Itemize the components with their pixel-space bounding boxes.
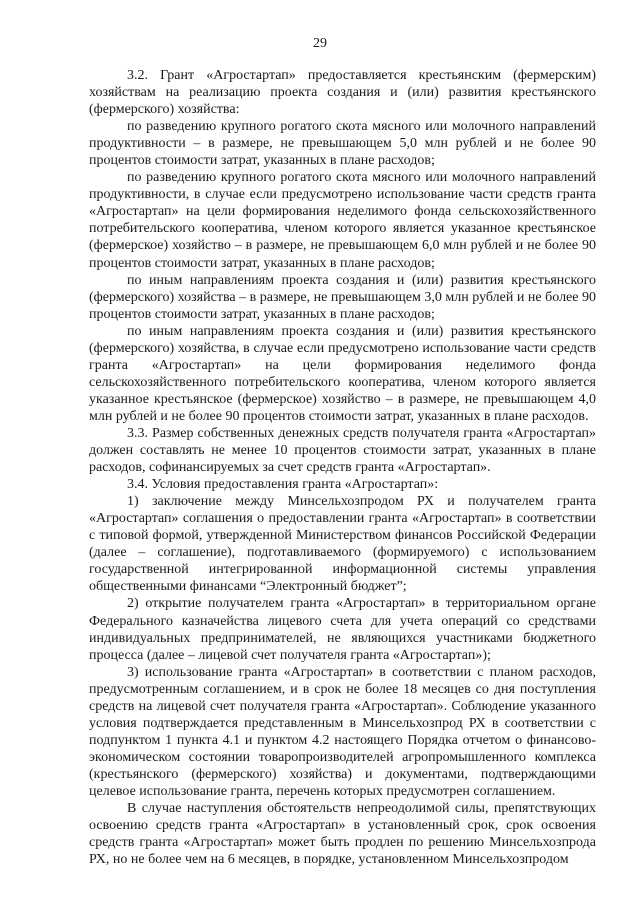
paragraph-cattle-6mln: по разведению крупного рогатого скота мясного или молочного направлений продуктивности, в случае если предусмотрено использование части средств гранта «Агростартап» на цели формирования неделимого фонда сельскохозяйственного потребительского кооператива, членом которого является указанное крестьянское (фермерское) хозяйство – в размере, не превышающем 6,0 млн рублей и не более 90 процентов стоимости затрат, указанных в плане расходов; <box>89 170 596 271</box>
paragraph-condition-1: 1) заключение между Минсельхозпродом РХ и получателем гранта «Агростартап» соглашения о предоставлении гранта «Агростартап» в соответствии с типовой формой, утвержденной Министерством финансов Российской Федерации (далее – соглашение), подготавливаемого (формируемого) с использованием государственной интегрированной информационной системы управления общественными финансами “Электронный бюджет”; <box>89 494 596 595</box>
paragraph-3-4: 3.4. Условия предоставления гранта «Агростартап»: <box>127 477 439 493</box>
paragraph-condition-2: 2) открытие получателем гранта «Агростартап» в территориальном органе Федерального казначейства лицевого счета для учета операций со средствами индивидуальных предпринимателей, не являющихся участниками бюджетного процесса (далее – лицевой счет получателя гранта «Агростартап»); <box>89 596 596 663</box>
paragraph-force-majeure: В случае наступления обстоятельств непреодолимой силы, препятствующих освоению средств гранта «Агростартап» в установленный срок, срок освоения средств гранта «Агростартап» может быть продлен по решению Минсельхозпрода РХ, но не более чем на 6 месяцев, в порядке, установленном Минсельхозпродом <box>89 801 596 868</box>
paragraph-other-3mln: по иным направлениям проекта создания и (или) развития крестьянского (фермерского) хозяйства – в размере, не превышающем 3,0 млн рублей и не более 90 процентов стоимости затрат, указанных в плане расходов; <box>89 272 596 322</box>
paragraph-cattle-5mln: по разведению крупного рогатого скота мясного или молочного направлений продуктивности – в размере, не превышающем 5,0 млн рублей и не более 90 процентов стоимости затрат, указанных в плане расходов; <box>89 119 596 169</box>
paragraph-other-4mln: по иным направлениям проекта создания и (или) развития крестьянского (фермерского) хозяйства, в случае если предусмотрено использование части средств гранта «Агростартап» на цели формирования неделимого фонда сельскохозяйственного потребительского кооператива, членом которого является указанное крестьянское (фермерское) хозяйство – в размере, не превышающем 4,0 млн рублей и не более 90 процентов стоимости затрат, указанных в плане расходов. <box>89 323 596 424</box>
document-body <box>89 67 596 868</box>
paragraph-3-3: 3.3. Размер собственных денежных средств получателя гранта «Агростартап» должен составлять не менее 10 процентов стоимости затрат, указанных в плане расходов, софинансируемых за счет средств гранта «Агростартап». <box>89 425 596 476</box>
paragraph-3-2: 3.2. Грант «Агростартап» предоставляется крестьянским (фермерским) хозяйствам на реализацию проекта создания и (или) развития крестьянского (фермерского) хозяйства: <box>89 68 596 118</box>
paragraph-condition-3: 3) использование гранта «Агростартап» в соответствии с планом расходов, предусмотренным соглашением, и в срок не более 18 месяцев со дня поступления средств на лицевой счет получателя гранта «Агростартап». Соблюдение указанного условия подтверждается представленным в Минсельхозпрод РХ в соответствии с подпунктом 1 пункта 4.1 и пунктом 4.2 настоящего Порядка отчетом о финансово-экономическом состоянии товаропроизводителей агропромышленного комплекса (крестьянского (фермерского) хозяйства) и документами, подтверждающими целевое использование гранта, перечень которых предусмотрен соглашением. <box>89 664 596 799</box>
page-number: 29 <box>313 36 327 51</box>
